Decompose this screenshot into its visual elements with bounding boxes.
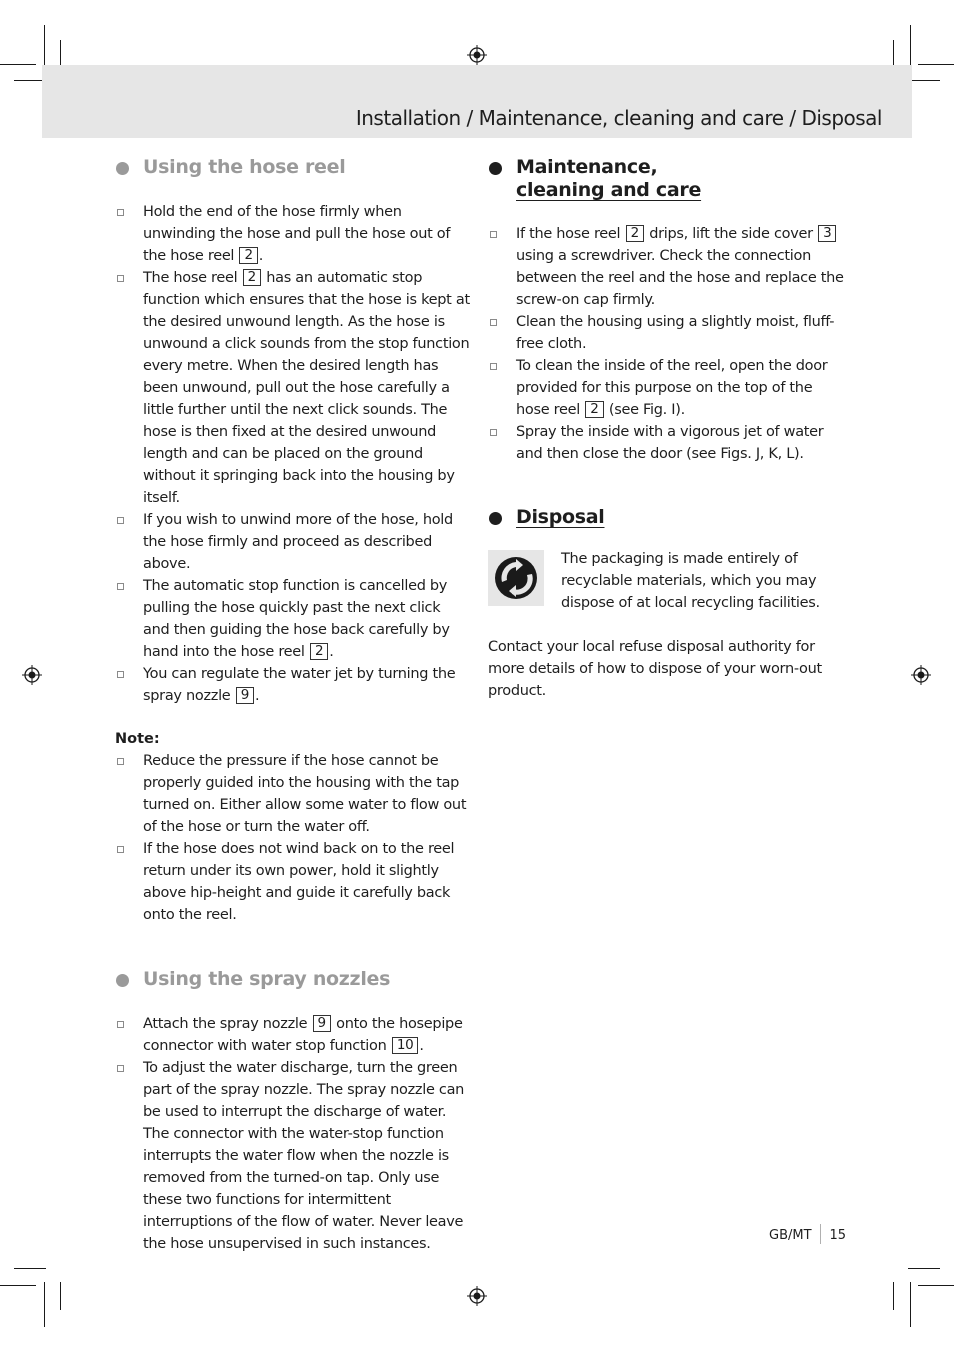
maintenance-list: [488, 223, 848, 465]
crop-mark: [908, 80, 940, 81]
list-item: Spray the inside with a vigorous jet of water and then close the door (see Figs. J, K, L).: [488, 421, 848, 465]
crop-mark: [893, 1282, 894, 1310]
checkbox-bullet-icon: [117, 671, 124, 678]
part-reference: 2: [585, 401, 603, 418]
note-list: [115, 750, 470, 926]
page-title: Installation / Maintenance, cleaning and care / Disposal: [355, 106, 882, 130]
region-code: GB/MT: [769, 1228, 812, 1243]
crop-mark: [908, 1268, 940, 1269]
crop-mark: [14, 1268, 46, 1269]
packaging-text: The packaging is made entirely of recyclable materials, which you may dispose of at local recycling facilities.: [561, 551, 820, 611]
part-reference: 10: [392, 1037, 419, 1054]
hose-reel-list: [115, 201, 470, 707]
checkbox-bullet-icon: [117, 1065, 124, 1072]
checkbox-bullet-icon: [490, 429, 497, 436]
registration-mark-icon: [911, 665, 931, 685]
checkbox-bullet-icon: [117, 758, 124, 765]
list-item: To adjust the water discharge, turn the green part of the spray nozzle. The spray nozzle can be used to interrupt the discharge of water. The connector with the water-stop function interrupts the water flow when the nozzle is removed from the turned-on tap. Only use these two functions for intermittent interruptions of the flow of water. Never leave the hose unsupervised in such instances.: [115, 1057, 470, 1255]
list-item: The automatic stop function is cancelled by pulling the hose quickly past the next click and then guiding the hose back carefully by hand into the hose reel 2 .: [115, 575, 470, 663]
checkbox-bullet-icon: [490, 319, 497, 326]
list-item: Attach the spray nozzle 9 onto the hosepipe connector with water stop function 10 .: [115, 1013, 470, 1057]
checkbox-bullet-icon: [490, 231, 497, 238]
disposal-packaging: [488, 548, 848, 636]
list-item: If you wish to unwind more of the hose, hold the hose firmly and proceed as described above.: [115, 509, 470, 575]
bullet-dot-icon: [116, 162, 129, 175]
crop-mark: [0, 64, 36, 65]
crop-mark: [910, 1282, 911, 1327]
checkbox-bullet-icon: [117, 209, 124, 216]
part-reference: 9: [236, 687, 254, 704]
checkbox-bullet-icon: [117, 1021, 124, 1028]
note-heading: Note:: [115, 731, 160, 747]
crop-mark: [44, 1282, 45, 1327]
bullet-dot-icon: [489, 162, 502, 175]
checkbox-bullet-icon: [117, 275, 124, 282]
section-heading-hose-reel: Using the hose reel: [115, 156, 470, 179]
part-reference: 9: [313, 1015, 331, 1032]
part-reference: 2: [310, 643, 328, 660]
left-column: [115, 155, 470, 1255]
part-reference: 2: [239, 247, 257, 264]
contact-text: Contact your local refuse disposal authority for more details of how to dispose of your worn-out product.: [488, 639, 822, 699]
list-item: You can regulate the water jet by turning the spray nozzle 9 .: [115, 663, 470, 707]
page-footer: [769, 1224, 846, 1244]
crop-mark: [910, 25, 911, 70]
section-heading-disposal: Disposal: [488, 506, 848, 529]
registration-mark-icon: [467, 45, 487, 65]
list-item: Reduce the pressure if the hose cannot be properly guided into the housing with the tap turned on. Either allow some water to flow out of the hose or turn the water off.: [115, 750, 470, 838]
checkbox-bullet-icon: [117, 846, 124, 853]
list-item: Clean the housing using a slightly moist, fluff-free cloth.: [488, 311, 848, 355]
list-item: If the hose does not wind back on to the reel return under its own power, hold it slightly above hip-height and guide it carefully back onto the reel.: [115, 838, 470, 926]
checkbox-bullet-icon: [117, 583, 124, 590]
crop-mark: [44, 25, 45, 70]
crop-mark: [60, 1282, 61, 1310]
green-dot-recycling-icon: [488, 550, 544, 606]
registration-mark-icon: [467, 1286, 487, 1306]
list-item: If the hose reel 2 drips, lift the side cover 3 using a screwdriver. Check the connection between the reel and the hose and replace the screw-on cap firmly.: [488, 223, 848, 311]
crop-mark: [918, 64, 954, 65]
right-column: [488, 155, 848, 702]
bullet-dot-icon: [489, 512, 502, 525]
list-item: To clean the inside of the reel, open the door provided for this purpose on the top of the hose reel 2 (see Fig. I).: [488, 355, 848, 421]
list-item: The hose reel 2 has an automatic stop function which ensures that the hose is kept at the desired unwound length. As the hose is unwound a click sounds from the stop function every metre. When the desired length has been unwound, pull out the hose carefully a little further until the next click sounds. The hose is then fixed at the desired unwound length and can be placed on the ground without it springing back into the housing by itself.: [115, 267, 470, 509]
crop-mark: [918, 1285, 954, 1286]
spray-nozzles-list: [115, 1013, 470, 1255]
page-number: 15: [829, 1228, 847, 1243]
part-reference: 2: [243, 269, 261, 286]
part-reference: 2: [626, 225, 644, 242]
list-item: Hold the end of the hose firmly when unwinding the hose and pull the hose out of the hose reel 2 .: [115, 201, 470, 267]
section-heading-maintenance: Maintenance, cleaning and care: [488, 156, 848, 202]
registration-mark-icon: [22, 665, 42, 685]
part-reference: 3: [818, 225, 836, 242]
crop-mark: [0, 1285, 36, 1286]
footer-divider: [820, 1224, 821, 1244]
bullet-dot-icon: [116, 974, 129, 987]
checkbox-bullet-icon: [490, 363, 497, 370]
section-heading-spray-nozzles: Using the spray nozzles: [115, 968, 470, 991]
checkbox-bullet-icon: [117, 517, 124, 524]
